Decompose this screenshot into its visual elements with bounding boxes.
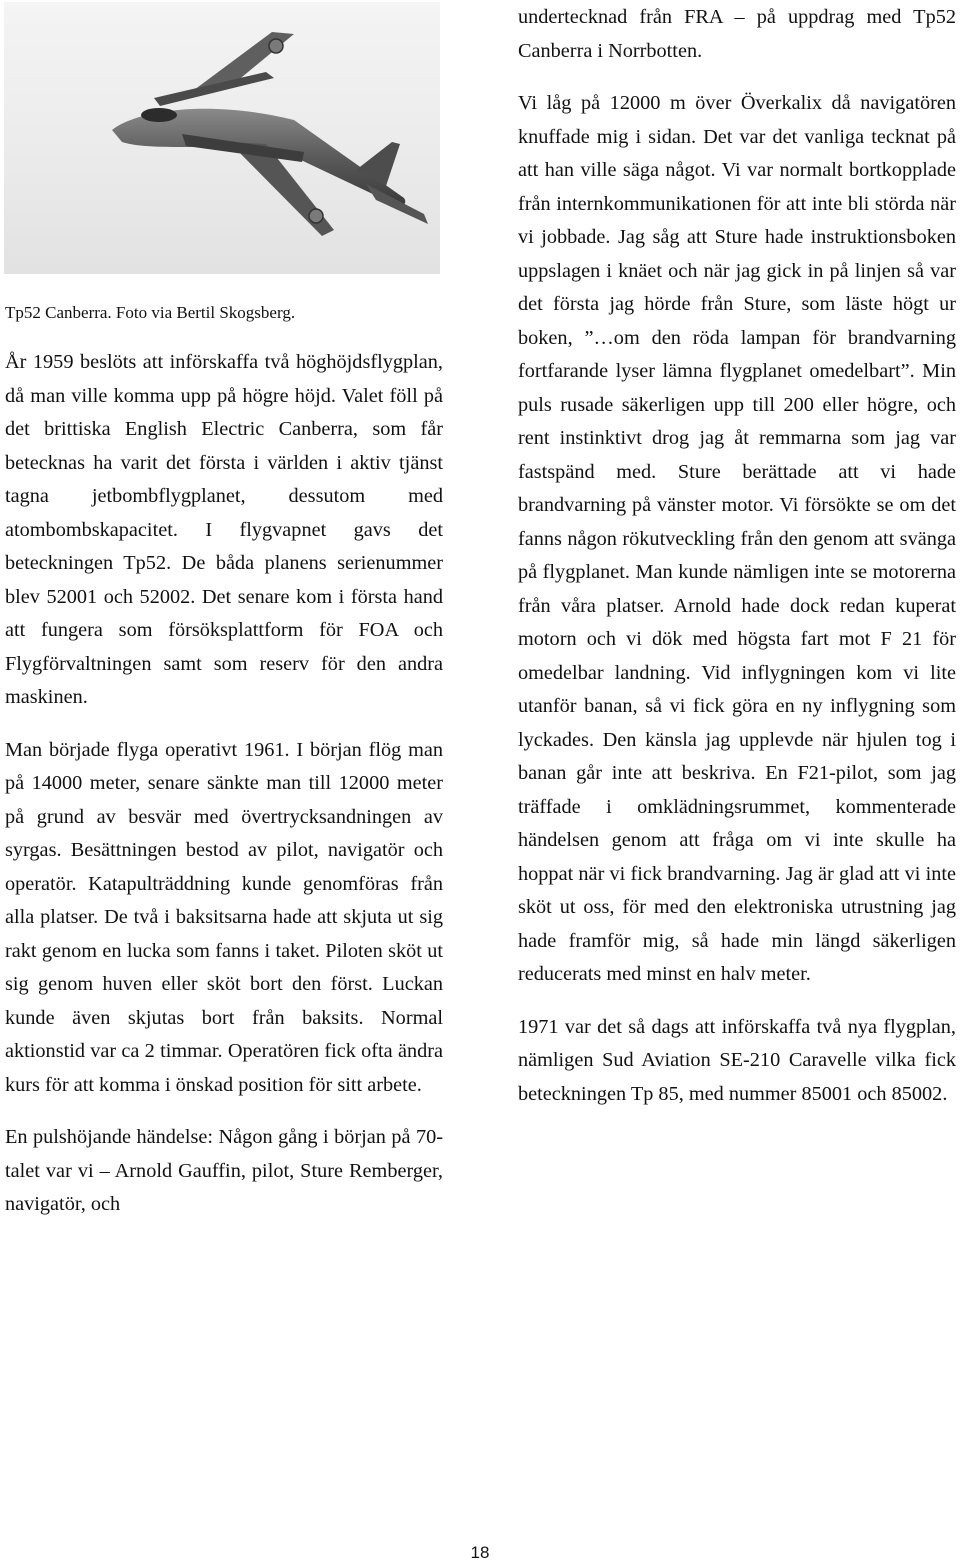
canopy	[141, 108, 177, 122]
paragraph: undertecknad från FRA – på uppdrag med Tp52 Canberra i Norrbotten.	[518, 6, 956, 62]
page-number: 18	[470, 1543, 490, 1562]
right-text-column	[518, 1, 956, 1111]
canberra-photo	[4, 2, 440, 274]
paragraph: Vi låg på 12000 m över Överkalix då navigatören knuffade mig i sidan. Det var det vanliga tecknat på att han ville säga något. Vi var normalt bortkopplade från internkommunikationen för att inte bli störda när vi jobbade. Jag såg att Sture hade instruktionsboken uppslagen i knäet och när jag gick in på linjen så var det första jag hörde från Sture, som läste högt ur boken, ”…om den röda lampan för brandvarning fortfarande lyser lämna flygplanet omedelbart”. Min puls rusade säkerligen upp till 200 eller högre, och rent instinktivt drog jag åt remmarna som jag var fastspänd med. Sture berättade att vi hade brandvarning på vänster motor. Vi försökte se om det fanns någon rökutveckling från den genom att svänga på flygplanet. Man kunde nämligen inte se motorerna från våra platser. Arnold hade dock redan kuperat motorn och vi dök med högsta fart mot F 21 för omedelbar landning. Vid inflygningen kom vi lite utanför banan, så vi fick göra en ny inflygning som lyckades. Den känsla jag upplevde när hjulen tog i banan går inte att beskriva. En F21-pilot, som jag träffade i omklädningsrummet, kommenterade händelsen genom att fråga om vi inte skulle ha hoppat när vi fick brandvarning. Jag är glad att vi inte sköt ut oss, för med den elektroniska utrustning jag hade framför mig, så hade min längd säkerligen reducerats med minst en halv meter.	[518, 92, 956, 985]
aircraft-illustration	[4, 2, 440, 274]
figure-caption: Tp52 Canberra. Foto via Bertil Skogsberg.	[5, 303, 296, 322]
paragraph: 1971 var det så dags att införskaffa två nya flygplan, nämligen Sud Aviation SE-210 Caravelle vilka fick beteckningen Tp 85, med nummer 85001 och 85002.	[518, 1015, 956, 1105]
roundel-near	[309, 209, 323, 223]
roundel-far	[269, 39, 283, 53]
tailplane	[366, 184, 428, 224]
paragraph: Man började flyga operativt 1961. I början flög man på 14000 meter, senare sänkte man till 12000 meter på grund av besvär med övertrycksandningen av syrgas. Besättningen bestod av pilot, navigatör och operatör. Katapulträddning kunde genomföras från alla platser. De två i baksitsarna hade att skjuta ut sig rakt genom en lucka som fanns i taket. Piloten sköt ut sig genom huven eller sköt bort den först. Luckan kunde även skjutas bort från baksits. Normal aktionstid var ca 2 timmar. Operatören fick ofta ändra kurs för att komma i önskad position för sitt arbete.	[5, 738, 443, 1096]
left-text-column	[5, 346, 443, 1222]
paragraph: En pulshöjande händelse: Någon gång i början på 70-talet var vi – Arnold Gauffin, pilot, Sture Remberger, navigatör, och	[5, 1126, 443, 1215]
paragraph: År 1959 beslöts att införskaffa två höghöjdsflygplan, då man ville komma upp på högre höjd. Valet föll på det brittiska English Electric Canberra, som får betecknas ha varit det första i världen i aktiv tjänst tagna jetbombflygplanet, dessutom med atombombskapacitet. I flygvapnet gavs det beteckningen Tp52. De båda planens serienummer blev 52001 och 52002. Det senare kom i första hand att fungera som försöksplattform för FOA och Flygförvaltningen samt som reserv för den andra maskinen.	[5, 351, 443, 708]
